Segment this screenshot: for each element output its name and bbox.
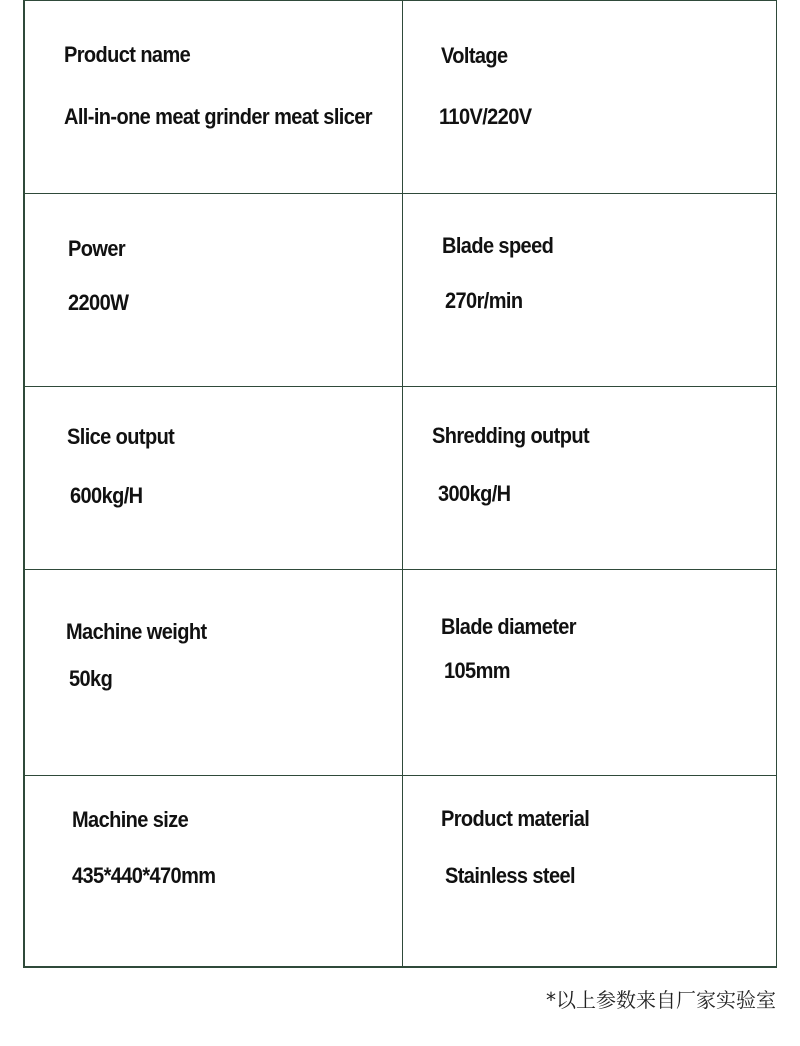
cell-machine-size: [25, 776, 401, 968]
value-slice-output: 600kg/H: [70, 484, 143, 509]
label-machine-weight: Machine weight: [66, 620, 207, 645]
cell-voltage: [403, 1, 776, 193]
label-machine-size: Machine size: [72, 808, 189, 833]
cell-product-material: [403, 776, 776, 968]
value-shredding-output: 300kg/H: [438, 482, 511, 507]
label-product-name: Product name: [64, 43, 191, 68]
label-voltage: Voltage: [441, 44, 508, 69]
footnote: *以上参数来自厂家实验室: [546, 988, 776, 1012]
cell-slice-output: [25, 387, 401, 570]
cell-blade-speed: [403, 194, 776, 387]
label-power: Power: [68, 237, 126, 262]
value-product-name: All-in-one meat grinder meat slicer: [64, 105, 372, 130]
spec-row-weight: [25, 569, 776, 776]
spec-row-size: [25, 775, 776, 968]
value-blade-diameter: 105mm: [444, 659, 510, 684]
label-slice-output: Slice output: [67, 425, 175, 450]
label-product-material: Product material: [441, 807, 590, 832]
cell-blade-diameter: [403, 570, 776, 776]
cell-power: [25, 194, 401, 387]
value-blade-speed: 270r/min: [445, 289, 523, 314]
value-machine-weight: 50kg: [69, 667, 113, 692]
cell-product-name: [25, 1, 401, 193]
cell-machine-weight: [25, 570, 401, 776]
spec-row-power: [25, 193, 776, 387]
spec-table: [23, 0, 777, 968]
label-shredding-output: Shredding output: [432, 424, 590, 449]
value-product-material: Stainless steel: [445, 864, 575, 889]
cell-shredding-output: [403, 387, 776, 570]
label-blade-speed: Blade speed: [442, 234, 554, 259]
value-machine-size: 435*440*470mm: [72, 864, 216, 889]
label-blade-diameter: Blade diameter: [441, 615, 576, 640]
spec-row-product-name: [25, 1, 776, 193]
spec-row-output: [25, 386, 776, 570]
value-power: 2200W: [68, 291, 129, 316]
value-voltage: 110V/220V: [439, 105, 532, 130]
